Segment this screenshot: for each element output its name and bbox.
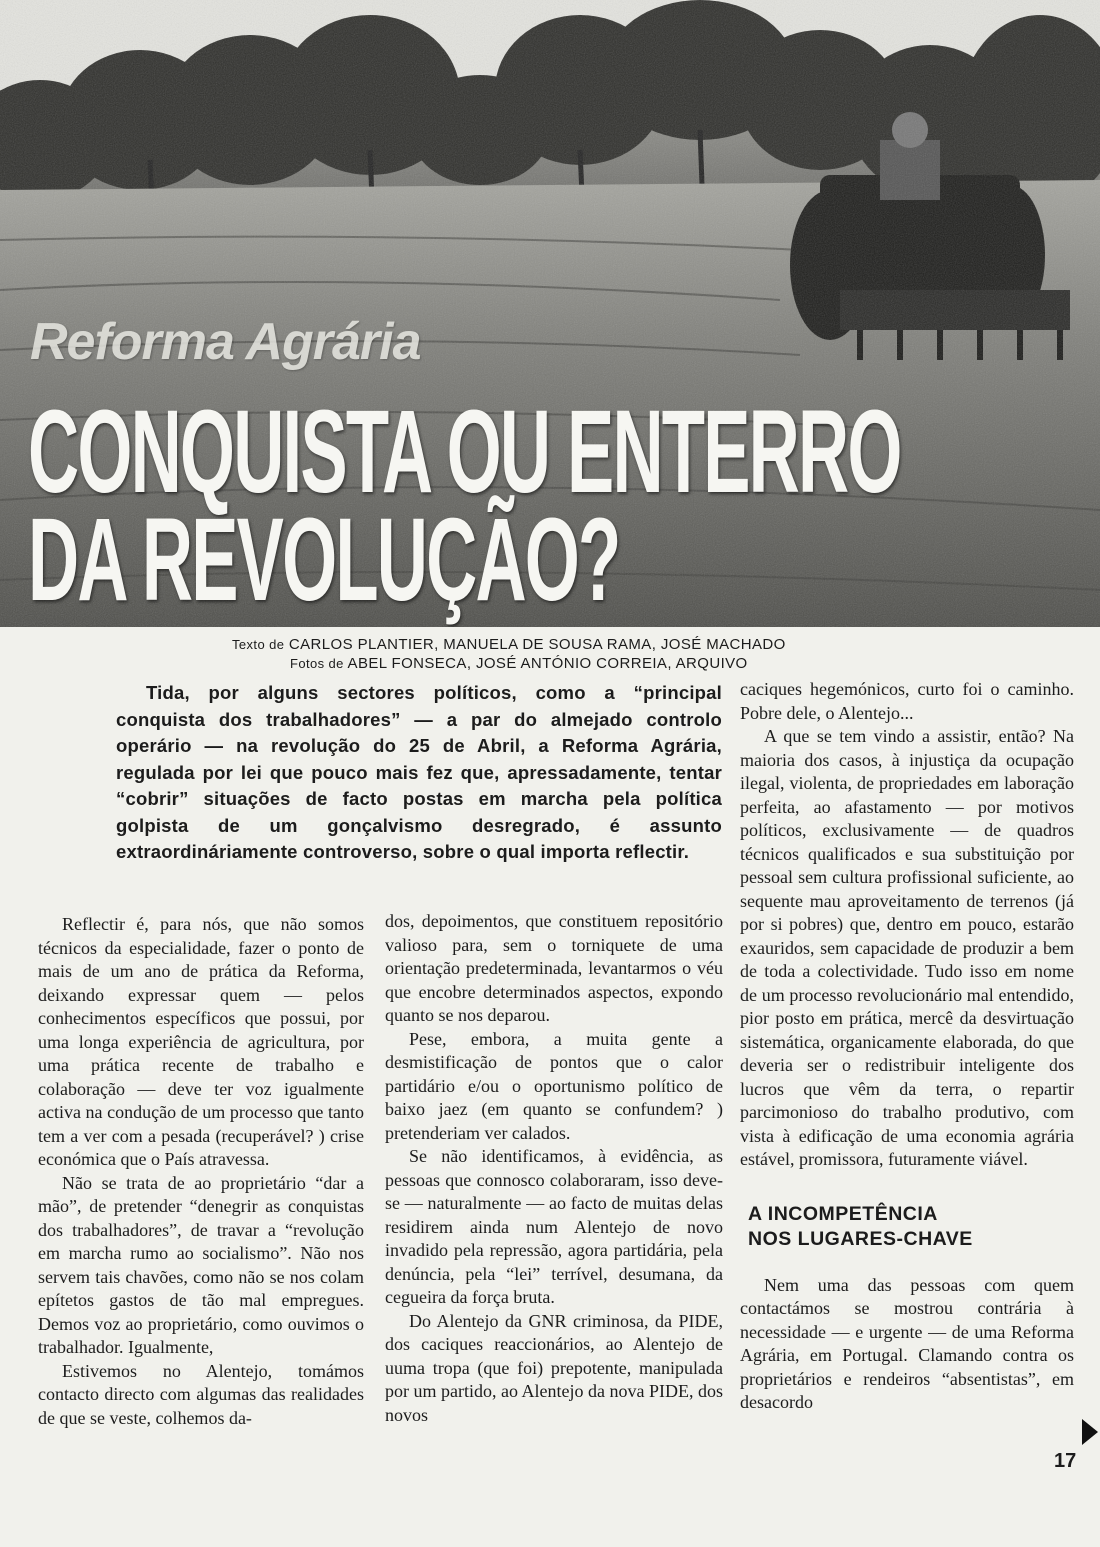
photo-credit-prefix: Fotos de: [290, 656, 344, 671]
subheading-line-2: NOS LUGARES-CHAVE: [748, 1227, 973, 1250]
article-lead: Tida, por alguns sectores políticos, como a “principal conquista dos trabalhadores” — a par do almejado controlo operário — na revolução do 25 de Abril, a Reforma Agrária, regulada por lei que pouco mais fez que, apressadamente, tentar “cobrir” situações de facto postas em marcha pela política golpista de um gonçalvismo desregrado, é assunto extraordináriamente controverso, sobre o qual importa reflectir.: [116, 682, 722, 862]
section-subheading: [748, 1202, 1074, 1252]
paragraph: caciques hegemónicos, curto foi o caminho. Pobre dele, o Alentejo...: [740, 679, 1074, 723]
paragraph: Estivemos no Alentejo, tomámos contacto directo com algumas das realidades de que se veste, colhemos da-: [38, 1360, 364, 1428]
continue-arrow-icon: [1082, 1419, 1098, 1445]
text-credit-authors: CARLOS PLANTIER, MANUELA DE SOUSA RAMA, JOSÉ MACHADO: [288, 636, 786, 653]
text-credit-prefix: Texto de: [232, 637, 285, 652]
article-headline: [28, 386, 901, 626]
body-column-3: [740, 678, 1074, 1415]
photo-credit-authors: ABEL FONSECA, JOSÉ ANTÓNIO CORREIA, ARQUIVO: [347, 655, 748, 672]
photo-credit: [290, 655, 748, 672]
article-kicker: Reforma Agrária: [30, 313, 421, 371]
paragraph: Nem uma das pessoas com quem contactámos se mostrou contrária à necessidade — e urgente — de uma Reforma Agrária, em Portugal. Clamando contra os proprietários e rendeiros “absentistas”, em desacordo: [740, 1274, 1074, 1412]
paragraph: dos, depoimentos, que constituem repositório valioso para, sem o torniquete de uma orientação predeterminada, levantarmos o véu que encobre determinados aspectos, expondo quanto se nos deparou.: [385, 911, 723, 1025]
hero-photo: [0, 0, 1100, 627]
paragraph: Reflectir é, para nós, que não somos técnicos da especialidade, fazer o ponto de mais de um ano de prática da Reforma, deixando expressar quem — pelos conhecimentos específicos que possui, por uma longa experiência de agricultura, por uma prática recente de trabalho e colaboração — deve ter voz igualmente activa na condução de um processo que tanto tem a ver com a pesada (recuperável? ) crise económica que o País atravessa.: [38, 914, 364, 1169]
headline-line-1: CONQUISTA OU ENTERRO: [28, 386, 901, 518]
body-column-1: [38, 913, 364, 1430]
subheading-line-1: A INCOMPETÊNCIA: [748, 1202, 938, 1225]
text-credit: [232, 636, 786, 653]
headline-line-2: DA REVOLUÇÃO?: [28, 494, 620, 626]
paragraph: A que se tem vindo a assistir, então? Na maioria dos casos, à injustiça da ocupação ilegal, violenta, de propriedades em laboração perfeita, ao afastamento — por motivos políticos, exclusivamente — de quadros técnicos qualificados e sua substituição por pessoal sem cultura profissional suficiente, ao sequente mau aproveitamento de terrenos (já por si pobres) que, dentro em pouco, estarão exauridos, sem capacidade de produzir a bem de toda a colectividade. Tudo isso em nome de um processo revolucionário mal entendido, pior posto em prática, mercê da desvirtuação sistemática, organicamente elaborada, do que deveria ser o redistribuir inteligente dos lucros que vêm da terra, o repartir parcimonioso do trabalho produtivo, com vista à edificação de uma economia agrária estável, promissora, futuramente viável.: [740, 726, 1074, 1169]
paragraph: Pese, embora, a muita gente a desmistificação de pontos que o calor partidário e/ou o oportunismo político de baixo jaez (em quanto se confundem? ) pretenderiam ver calados.: [385, 1028, 723, 1143]
paragraph: Não se trata de ao proprietário “dar a mão”, de pretender “denegrir as conquistas dos trabalhadores”, de travar a “revolução em marcha rumo ao socialismo”. Não nos servem tais chavões, como não se nos colam epítetos gastos de tão mal empregues. Demos voz ao proprietário, como ouvimos o trabalhador. Igualmente,: [38, 1172, 364, 1357]
body-column-2: [385, 910, 723, 1427]
page-number: 17: [1054, 1450, 1077, 1472]
paragraph: Se não identificamos, à evidência, as pessoas que connosco colaboraram, isso deve-se — naturalmente — ao facto de muitas delas residirem ainda num Alentejo de novo invadido pela repressão, agora partidária, pela denúncia, pela “lei” terrível, desumana, da cegueira da força bruta.: [385, 1146, 723, 1307]
paragraph: Do Alentejo da GNR criminosa, da PIDE, dos caciques reaccionários, ao Alentejo de uuma tropa (que foi) prepotente, manipulada por um partido, ao Alentejo da nova PIDE, dos novos: [385, 1310, 723, 1425]
